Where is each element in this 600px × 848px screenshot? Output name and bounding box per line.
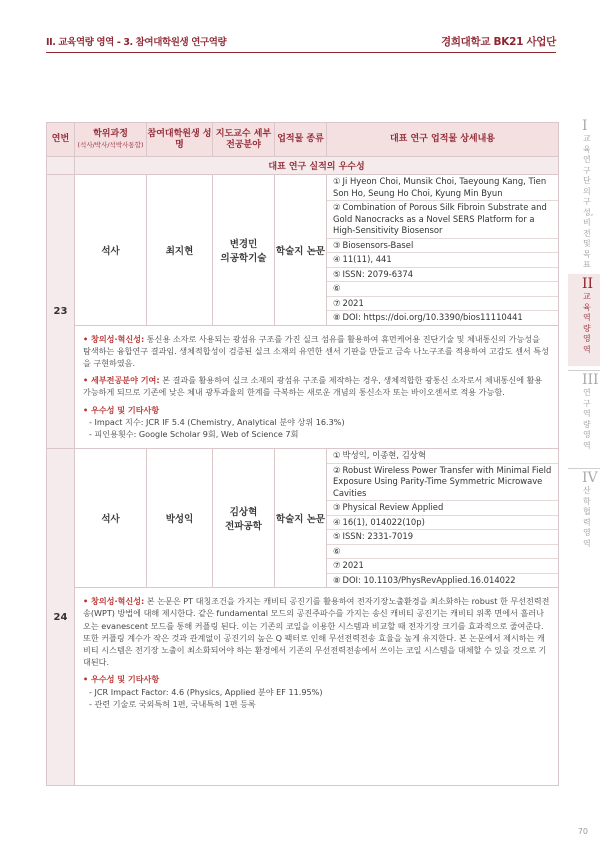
advisor-cell: 변경민 의공학기술 [213,175,275,326]
detail-line: ⑧ DOI: https://doi.org/10.3390/bios11110441 [333,312,523,322]
detail-line: ⑥ [327,545,558,560]
detail-line: ③ Physical Review Applied [327,501,558,516]
col-header-no: 연번 [47,123,75,157]
header-divider [46,52,556,53]
detail-line: ⑧ DOI: 10.1103/PhysRevApplied.16.014022 [333,574,516,585]
side-tab-3[interactable] [568,372,600,464]
advisor-cell: 김상혁 전파공학 [213,449,275,588]
type-cell: 학술지 논문 [275,175,327,326]
table-row [47,175,559,326]
student-cell: 최지현 [147,175,213,326]
note-item: • 세부전공분야 기여: 본 결과를 활용하여 실크 소재의 광섬유 구조를 제작하는 경우, 생체적합한 광통신 소자로서 체내통신에 활용 가능하게 되므로 기존에 낮은 체내 광투과율의 한계를 극복하는 새로운 개념의 통신소자 또는 바이오센서로 적용 가능함. [83,375,543,398]
side-tab-label: 교육역량 영역 [583,292,591,354]
side-tab-number: II [582,276,594,292]
detail-line: ④ 11(11), 441 [327,253,558,268]
col-header-detail: 대표 연구 업적물 상세내용 [327,123,559,157]
col-header-student: 참여대학원생 성명 [147,123,213,157]
side-tab-number: IV [582,470,598,486]
detail-line: ⑥ [327,282,558,297]
note-item: • 창의성·혁신성: 통신용 소자로 사용되는 광섬유 구조를 가진 실크 섬유를 활용하여 휴먼케어용 진단기술 및 체내통신의 가능성을 탐색하는 융합연구 결과임. 생체적합성이 검증된 실크 소재의 유연한 센서 기판을 만들고 금속 나노구조를 적용하여 고감도 센서 특성을 구현하였음. [83,333,549,368]
table-row-notes [47,325,559,449]
detail-line: ⑦ 2021 [327,297,558,312]
detail-line: ③ Biosensors-Basel [327,239,558,254]
side-tab-number: III [582,372,599,388]
note-sub: - Impact 지수: JCR IF 5.4 (Chemistry, Analytical 분야 상위 16.3%) [89,416,345,427]
detail-line: ① Ji Hyeon Choi, Munsik Choi, Taeyoung Kang, Tien Son Ho, Seung Ho Choi, Kyung Min Byun [327,175,558,201]
col-header-degree: 학위과정 (석사/박사/석박사통합) [75,123,147,157]
note-item: • 우수성 및 기타사항 - Impact 지수: JCR IF 5.4 (Chemistry, Analytical 분야 상위 16.3%) - 피인용횟수: Google Scholar 9회, Web of Science 7회 [83,404,550,441]
col-header-advisor: 지도교수 세부전공분야 [213,123,275,157]
side-tab-label: 연구역량 영역 [583,388,591,450]
side-tab-1[interactable] [568,118,600,270]
note-item: • 창의성·혁신성: 본 논문은 PT 대칭조건을 가지는 캐비티 공진기를 활용하여 전자기장노출환경을 최소화하는 robust 한 무선전력전송(WPT) 방법에 대해 제시한다. 같은 fundamental 모드의 공진주파수를 가지는 송신 캐비티 공진기는 캐비티 위쪽 면에서 흘러나오는 evanescent 모드를 통해 커플링 된다. 이는 기존의 코일을 이용한 시스템과 비교할 때 전자기장 크기를 효과적으로 줄여준다. 또한 커플링 계수가 작은 것과 관계없이 공진기의 높은 Q 팩터로 인해 무선전력전송 효율을 높게 유지한다. 본 논문에서 제시하는 캐비티 시스템은 전기장 노출이 최소화되어야 하는 환경에서 기존의 무선전력전송에서 쓰이는 코일 시스템을 대체할 수 있을 것으로 기대된다. [83,596,550,668]
detail-line: ⑤ ISSN: 2079-6374 [327,268,558,283]
page-number: 70 [577,827,588,836]
type-cell: 학술지 논문 [275,449,327,588]
note-item: • 우수성 및 기타사항 - JCR Impact Factor: 4.6 (Physics, Applied 분야 EF 11.95%) - 관련 기술로 국외특허 1편, 국내특허 1편 등록 [83,673,550,710]
student-cell: 박성익 [147,449,213,588]
section-breadcrumb: II. 교육역량 영역 - 3. 참여대학원생 연구역량 [46,37,227,48]
table-row [47,449,559,588]
col-header-degree-sub: (석사/박사/석박사통합) [77,140,144,149]
degree-cell: 석사 [75,175,147,326]
side-tab-4[interactable] [568,470,600,562]
notes-cell [75,325,559,449]
side-tab-2[interactable] [568,274,600,366]
detail-line: ① 박성익, 이종현, 김상혁 [327,449,558,464]
note-sub: - JCR Impact Factor: 4.6 (Physics, Applied 분야 EF 11.95%) [89,686,323,697]
row-number: 24 [47,449,75,786]
note-sub: - 피인용횟수: Google Scholar 9회, Web of Science 7회 [89,428,299,439]
note-sub: - 관련 기술로 국외특허 1편, 국내특허 1편 등록 [89,698,256,709]
detail-line: ⑤ ISSN: 2331-7019 [327,530,558,545]
research-achievements-table [46,122,559,786]
table-row-notes [47,588,559,786]
section-band: 대표 연구 실적의 우수성 [75,157,559,175]
side-tab-label: 산학협력 영역 [583,486,591,548]
row-number: 23 [47,175,75,449]
detail-line: ② Robust Wireless Power Transfer with Minimal Field Exposure Using Parity-Time Symmetric Microwave Cavities [327,464,558,502]
organization-title: 경희대학교 BK21 사업단 [440,36,556,48]
degree-cell: 석사 [75,449,147,588]
notes-cell [75,588,559,786]
detail-cell [327,449,559,588]
col-header-type: 업적물 종류 [275,123,327,157]
detail-line: ⑦ 2021 [327,559,558,574]
side-tab-number: I [582,118,588,134]
detail-line: ② Combination of Porous Silk Fibroin Substrate and Gold Nanocracks as a Novel SERS Platform for a High-Sensitivity Biosensor [327,201,558,239]
detail-line: ④ 16(1), 014022(10p) [327,516,558,531]
detail-cell [327,175,559,326]
side-tab-label: 교육연구단의 구성, 비전 및 목표 [583,134,594,269]
